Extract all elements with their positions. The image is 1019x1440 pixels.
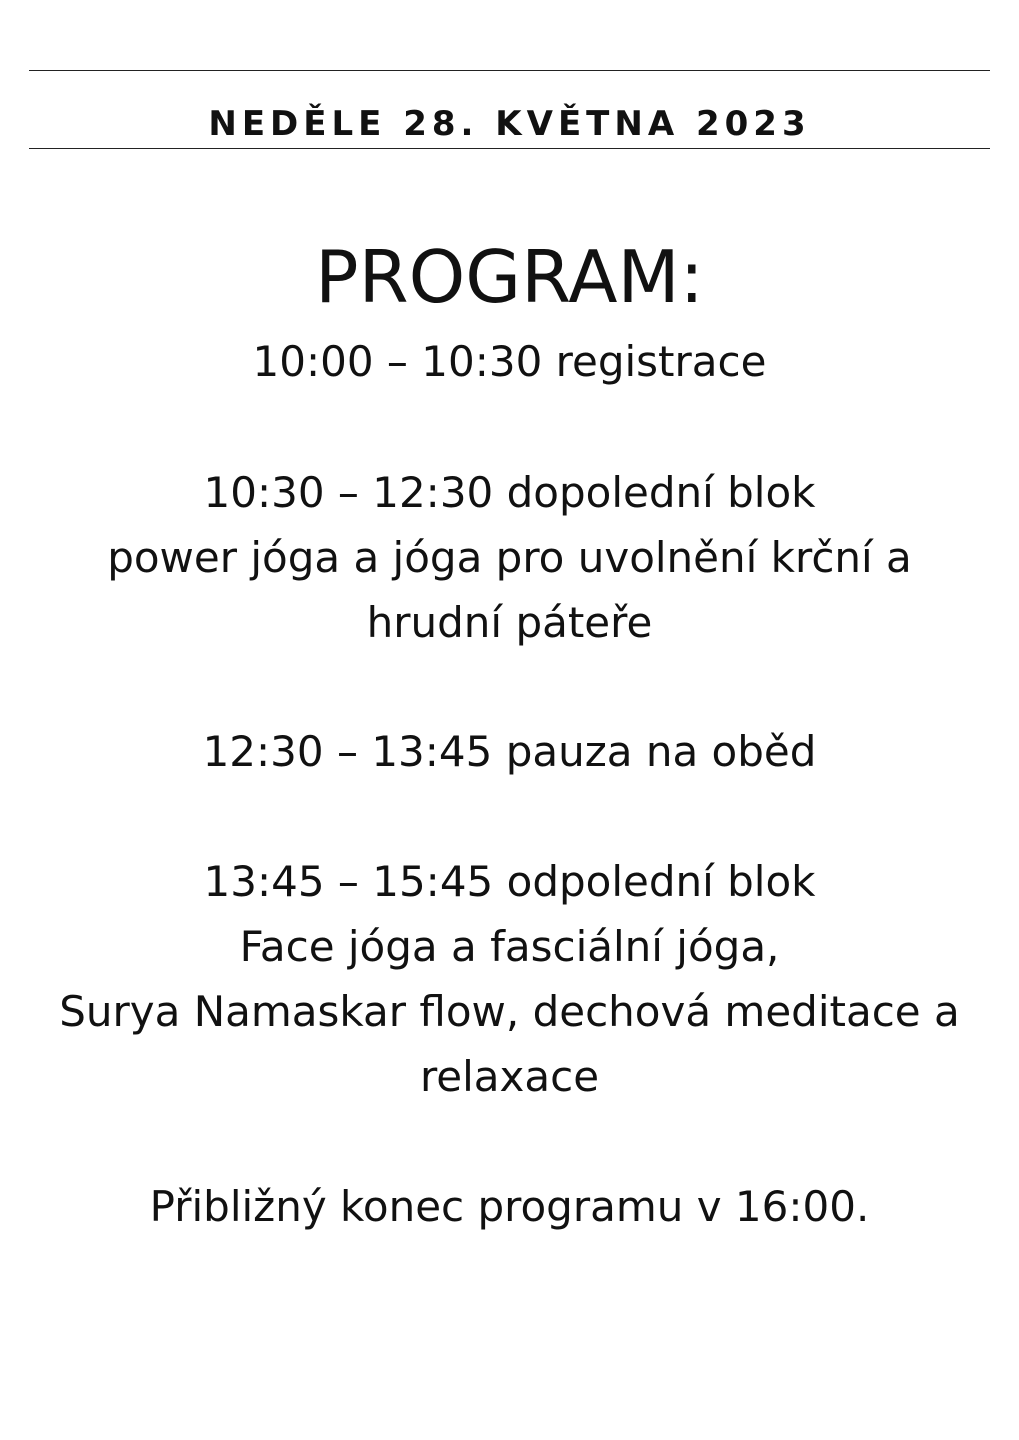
morning-block-desc-2: hrudní páteře bbox=[366, 598, 653, 647]
program-title: PROGRAM: bbox=[315, 235, 704, 319]
morning-block-time: 10:30 – 12:30 dopolední blok bbox=[203, 468, 816, 517]
lunch-item: 12:30 – 13:45 pauza na oběd bbox=[202, 727, 817, 776]
bottom-divider bbox=[29, 148, 990, 149]
top-divider bbox=[29, 70, 990, 71]
afternoon-block-desc-3: relaxace bbox=[419, 1052, 600, 1101]
afternoon-block-desc-1: Face jóga a fasciální jóga, bbox=[239, 922, 780, 971]
end-note: Přibližný konec programu v 16:00. bbox=[149, 1182, 870, 1231]
event-date: NEDĚLE 28. KVĚTNA 2023 bbox=[208, 104, 811, 144]
registration-item: 10:00 – 10:30 registrace bbox=[252, 337, 767, 386]
afternoon-block-time: 13:45 – 15:45 odpolední blok bbox=[203, 857, 816, 906]
morning-block-desc-1: power jóga a jóga pro uvolnění krční a bbox=[107, 533, 912, 582]
afternoon-block-desc-2: Surya Namaskar flow, dechová meditace a bbox=[59, 987, 960, 1036]
